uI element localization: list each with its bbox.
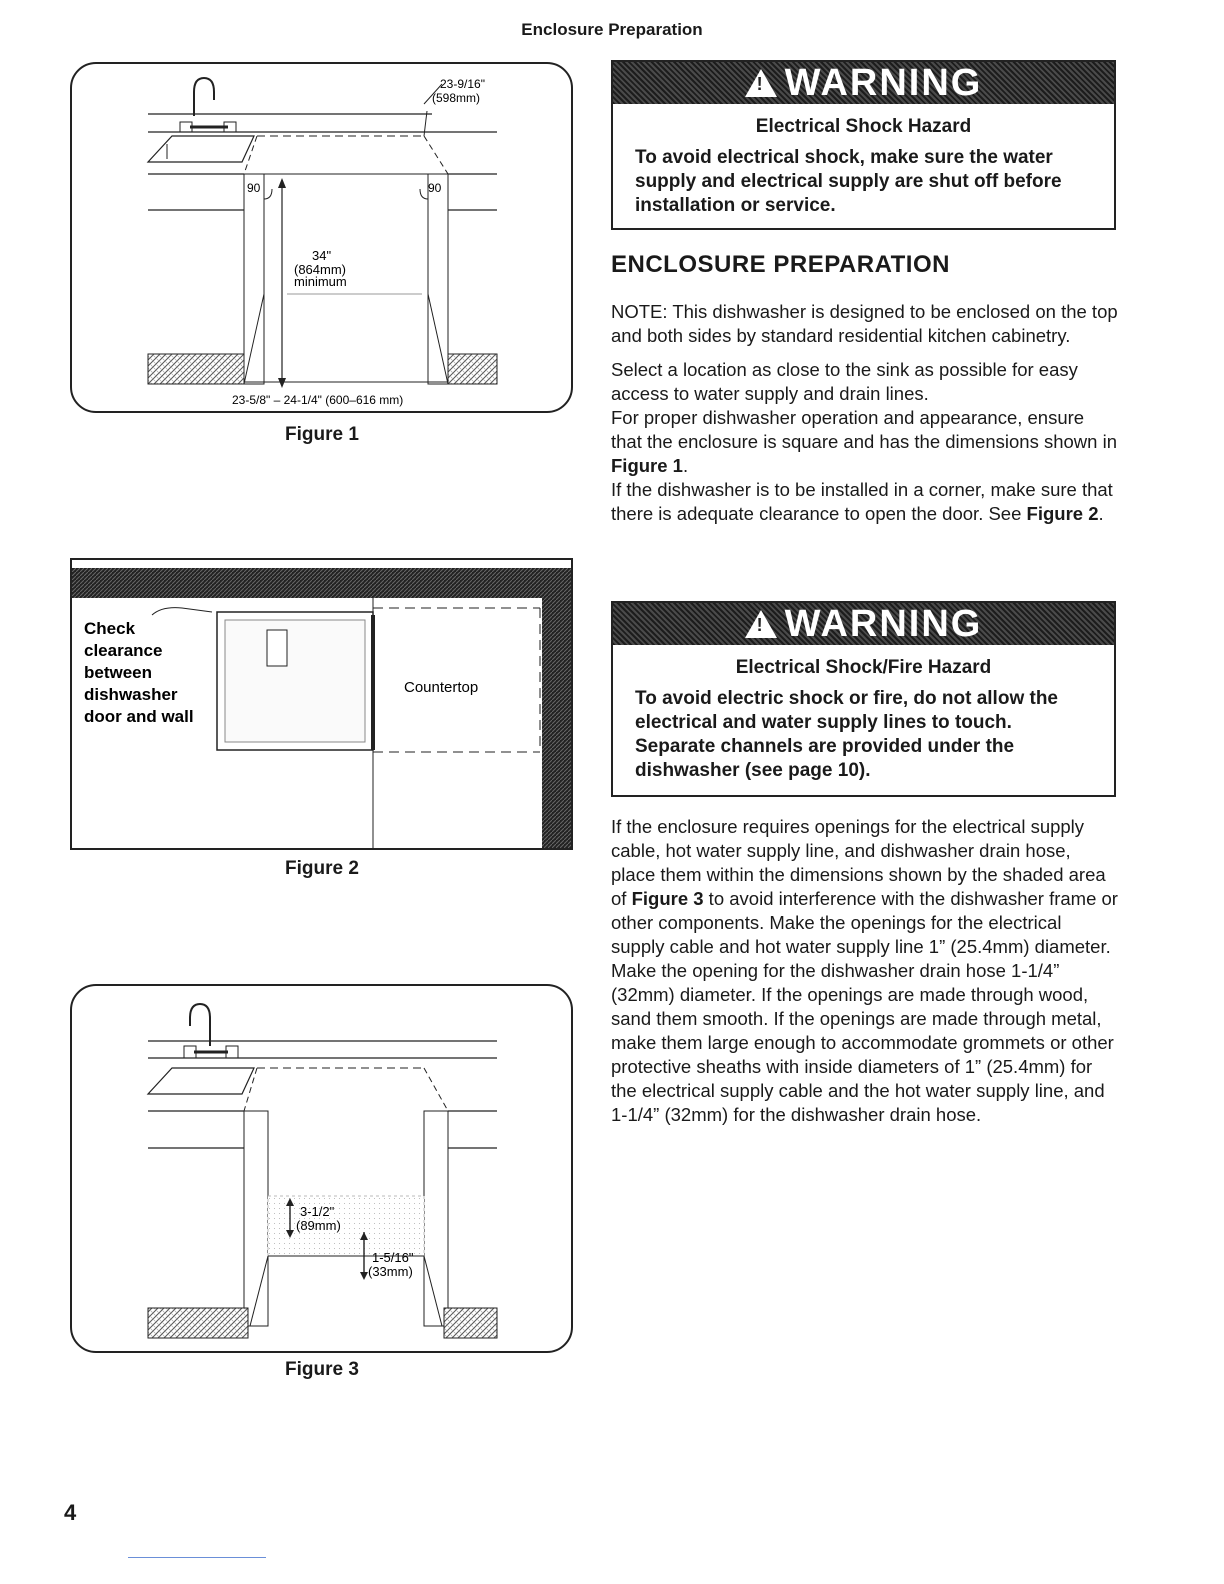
warning-box-2 <box>611 601 1116 797</box>
warning-body: To avoid electric shock or fire, do not allow the electrical and water supply lines to touch. Separate channels are provided under the dishwasher (see page 10). <box>635 688 1059 781</box>
figure-2-reference: Figure 2 <box>1026 503 1099 524</box>
warning-banner <box>613 62 1114 104</box>
figure-2-caption: Figure 2 <box>285 858 359 879</box>
fig3-dim1-mm: (89mm) <box>296 1218 341 1233</box>
fig1-height-mm: (864mm) <box>294 262 347 277</box>
figure-1-reference: Figure 1 <box>611 455 683 476</box>
fig1-width-top-mm: (598mm) <box>432 91 481 105</box>
warning-title: WARNING <box>784 602 983 645</box>
page-header: Enclosure Preparation <box>521 20 703 39</box>
fig1-angle-left: 90 <box>247 181 261 195</box>
figure-1-caption: Figure 1 <box>285 424 359 445</box>
figure-2 <box>70 558 573 850</box>
corner-paragraph: If the dishwasher is to be installed in a corner, make sure that there is adequate clearance to open the door. See Figure 2. <box>611 479 1113 524</box>
warning-hazard: Electrical Shock/Fire Hazard <box>735 657 992 678</box>
warning-box-1 <box>611 60 1116 230</box>
warning-body: To avoid electrical shock, make sure the water supply and electrical supply are shut off before installation or service. <box>635 147 1062 216</box>
fig1-height: 34" <box>312 248 332 263</box>
faucet-icon <box>194 78 214 116</box>
fig2-callout-line-3: between <box>84 663 153 682</box>
fig2-countertop-label: Countertop <box>404 679 479 696</box>
intro-paragraphs <box>611 300 1119 526</box>
page-number: 4 <box>64 1500 77 1525</box>
warning-hazard: Electrical Shock Hazard <box>755 116 972 137</box>
fig1-height-note: minimum <box>294 274 347 289</box>
figure-3-reference: Figure 3 <box>631 888 704 909</box>
openings-paragraph-block <box>611 815 1119 1127</box>
openings-paragraph: If the enclosure requires openings for the electrical supply cable, hot water supply line, and dishwasher drain hose, place them within the dimensions shown by the shaded area of Figure 3 to avoid interference with the dishwasher frame or other components. Make the openings for the electrical supply cable and hot water supply line 1” (25.4mm) diameter. Make the opening for the dishwasher drain hose 1-1/4” (32mm) diameter. If the openings are made through wood, sand them smooth. If the openings are made through metal, make them large enough to accommodate grommets or other protective sheaths with inside diameters of 1” (25.4mm) for the electrical supply cable and the hot water supply line, and 1-1/4” (32mm) for the dishwasher drain hose. <box>611 816 1118 1125</box>
fig1-width-bottom: 23-5/8" – 24-1/4" (600–616 mm) <box>232 393 404 407</box>
faucet-icon <box>190 1004 210 1046</box>
section-title: ENCLOSURE PREPARATION <box>611 251 950 278</box>
figure-3-caption: Figure 3 <box>285 1359 359 1380</box>
figure-3 <box>70 984 573 1353</box>
warning-banner <box>613 603 1114 645</box>
fig2-callout-line-4: dishwasher <box>84 685 178 704</box>
fig2-callout-line-5: door and wall <box>84 707 194 726</box>
figure-1-drawing <box>72 64 571 411</box>
warning-triangle-icon: ! <box>745 69 777 97</box>
select-paragraph: Select a location as close to the sink as possible for easy access to water supply and drain lines. <box>611 359 1078 404</box>
fig3-dim2: 1-5/16" <box>372 1250 414 1265</box>
warning-title: WARNING <box>784 61 983 104</box>
fig1-width-top: 23-9/16" <box>440 77 485 91</box>
figure-3-drawing <box>72 986 571 1351</box>
proper-paragraph: For proper dishwasher operation and appearance, ensure that the enclosure is square and has the dimensions shown in Figure 1. <box>611 407 1117 476</box>
fig1-angle-right: 90 <box>428 181 442 195</box>
figure-1 <box>70 62 573 413</box>
note-paragraph: NOTE: This dishwasher is designed to be enclosed on the top and both sides by standard residential kitchen cabinetry. <box>611 301 1118 346</box>
footer-rule <box>128 1557 266 1558</box>
fig3-dim2-mm: (33mm) <box>368 1264 413 1279</box>
fig3-dim1: 3-1/2" <box>300 1204 335 1219</box>
warning-triangle-icon: ! <box>745 610 777 638</box>
fig2-callout-line-1: Check <box>84 619 136 638</box>
fig2-callout-line-2: clearance <box>84 641 163 660</box>
figure-2-drawing <box>72 560 571 848</box>
